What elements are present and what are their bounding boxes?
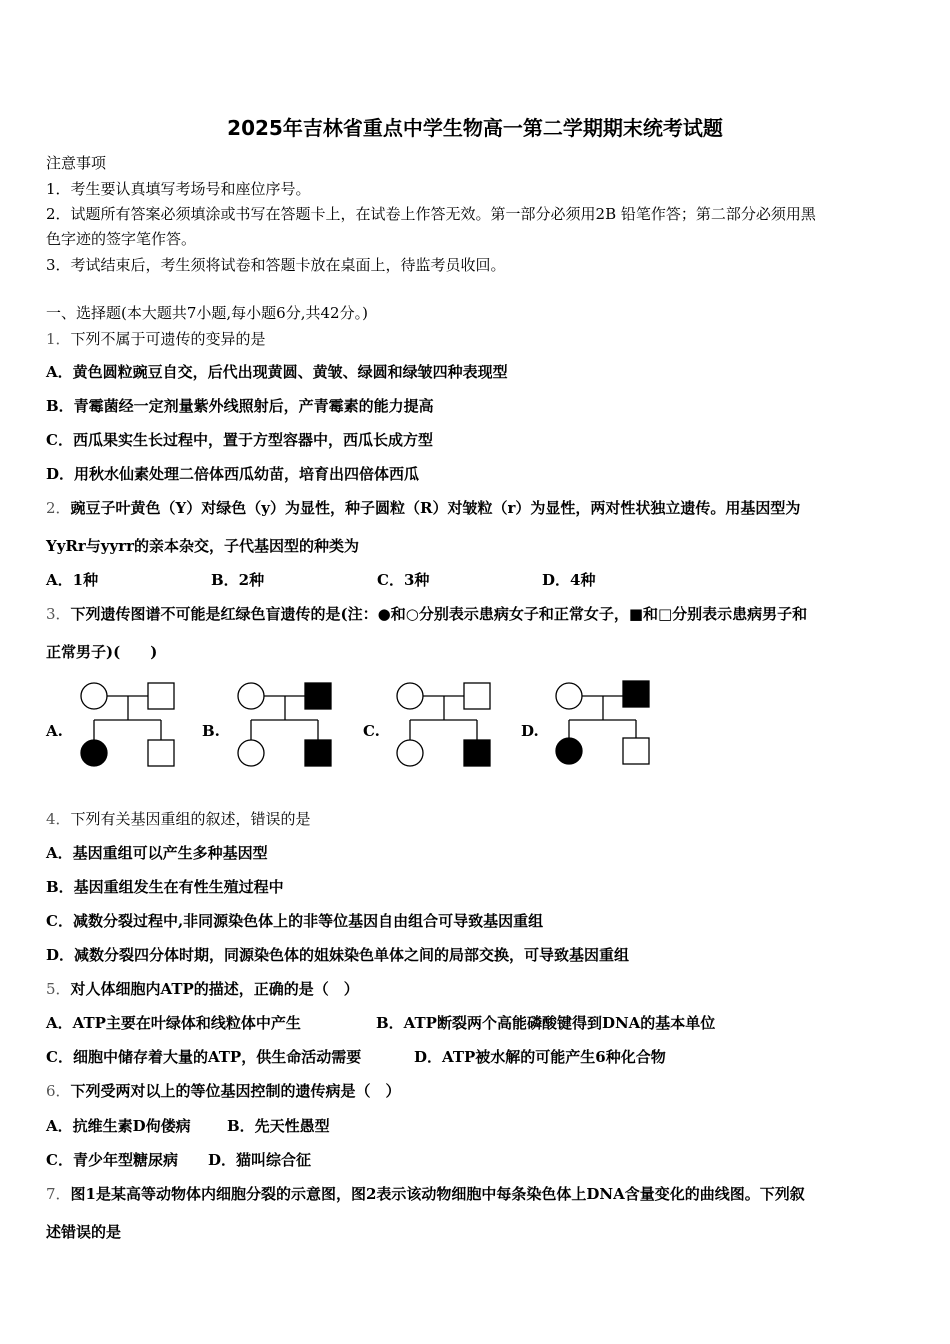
pedigree-c bbox=[394, 678, 498, 770]
option: C．青少年型糖尿病 bbox=[46, 1151, 178, 1169]
affected-male-parent bbox=[623, 681, 649, 707]
affected-male-parent bbox=[305, 683, 331, 709]
normal-female-parent bbox=[397, 683, 423, 709]
option: C．细胞中储存着大量的ATP，供生命活动需要 bbox=[46, 1048, 362, 1066]
notice-item: 色字迹的签字笔作答。 bbox=[46, 230, 197, 248]
option: D．4种 bbox=[542, 571, 596, 589]
question-number: 3． bbox=[46, 605, 71, 623]
question-text: 下列有关基因重组的叙述，错误的是 bbox=[70, 810, 311, 828]
normal-male-child bbox=[148, 740, 174, 766]
normal-female-child bbox=[238, 740, 264, 766]
question-3-stem bbox=[46, 603, 807, 624]
section-heading: 一、选择题(本大题共7小题,每小题6分,共42分。) bbox=[46, 304, 368, 322]
question-text: 下列不属于可遗传的变异的是 bbox=[70, 330, 266, 348]
question-text: 述错误的是 bbox=[46, 1223, 122, 1241]
option: D．ATP被水解的可能产生6种化合物 bbox=[414, 1048, 666, 1066]
option: C．减数分裂过程中,非同源染色体上的非等位基因自由组合可导致基因重组 bbox=[46, 912, 544, 930]
question-text: 图1是某高等动物体内细胞分裂的示意图，图2表示该动物细胞中每条染色体上DNA含量变化的曲线图。下列叙 bbox=[70, 1185, 805, 1203]
question-text: 豌豆子叶黄色（Y）对绿色（y）为显性，种子圆粒（R）对皱粒（r）为显性，两对性状独立遗传。用基因型为 bbox=[70, 499, 801, 517]
affected-male-child bbox=[305, 740, 331, 766]
option: A．抗维生素D佝偻病 bbox=[46, 1117, 191, 1135]
normal-male-parent bbox=[148, 683, 174, 709]
question-7-stem bbox=[46, 1183, 805, 1204]
question-text: 正常男子)( ) bbox=[46, 643, 158, 661]
pedigree-b bbox=[235, 678, 339, 770]
pedigree-d bbox=[553, 678, 657, 770]
pedigree-label-b: B. bbox=[202, 722, 220, 740]
question-number: 2． bbox=[46, 499, 71, 517]
question-number: 6． bbox=[46, 1082, 71, 1100]
option: B．先天性愚型 bbox=[227, 1117, 330, 1135]
option: A．黄色圆粒豌豆自交，后代出现黄圆、黄皱、绿圆和绿皱四种表现型 bbox=[46, 363, 508, 381]
notice-heading: 注意事项 bbox=[46, 154, 107, 172]
notice-item: 2．试题所有答案必须填涂或书写在答题卡上，在试卷上作答无效。第一部分必须用2B 铅笔作答；第二部分必须用黑 bbox=[46, 205, 816, 223]
notice-item: 3．考试结束后，考生须将试卷和答题卡放在桌面上，待监考员收回。 bbox=[46, 256, 506, 274]
option: B．青霉菌经一定剂量紫外线照射后，产青霉素的能力提高 bbox=[46, 397, 434, 415]
question-5-stem bbox=[46, 978, 359, 999]
affected-male-child bbox=[464, 740, 490, 766]
question-text: 下列遗传图谱不可能是红绿色盲遗传的是(注：●和○分别表示患病女子和正常女子，■和□分别表示患病男子和 bbox=[70, 605, 808, 623]
question-number: 1． bbox=[46, 330, 71, 348]
option: A．ATP主要在叶绿体和线粒体中产生 bbox=[46, 1014, 301, 1032]
normal-male-parent bbox=[464, 683, 490, 709]
option: A．基因重组可以产生多种基因型 bbox=[46, 844, 268, 862]
normal-male-child bbox=[623, 738, 649, 764]
question-text: YyRr与yyrr的亲本杂交，子代基因型的种类为 bbox=[46, 537, 360, 555]
question-number: 5． bbox=[46, 980, 71, 998]
affected-female-child bbox=[556, 738, 582, 764]
pedigree-label-a: A. bbox=[46, 722, 63, 740]
page-title: 2025年吉林省重点中学生物高一第二学期期末统考试题 bbox=[227, 116, 723, 140]
pedigree-label-d: D. bbox=[521, 722, 539, 740]
question-1-stem bbox=[46, 328, 266, 349]
pedigree-a bbox=[78, 678, 182, 770]
option: C．西瓜果实生长过程中，置于方型容器中，西瓜长成方型 bbox=[46, 431, 433, 449]
question-text: 对人体细胞内ATP的描述，正确的是（ ） bbox=[70, 980, 359, 998]
option: A．1种 bbox=[46, 571, 99, 589]
affected-female-child bbox=[81, 740, 107, 766]
question-number: 4． bbox=[46, 810, 71, 828]
normal-female-child bbox=[397, 740, 423, 766]
question-4-stem bbox=[46, 808, 311, 829]
option: D．减数分裂四分体时期，同源染色体的姐妹染色单体之间的局部交换，可导致基因重组 bbox=[46, 946, 630, 964]
pedigree-label-c: C. bbox=[363, 722, 380, 740]
option: C．3种 bbox=[377, 571, 430, 589]
notice-item: 1．考生要认真填写考场号和座位序号。 bbox=[46, 180, 311, 198]
option: D．用秋水仙素处理二倍体西瓜幼苗，培育出四倍体西瓜 bbox=[46, 465, 420, 483]
normal-female-parent bbox=[556, 683, 582, 709]
question-6-stem bbox=[46, 1080, 401, 1101]
question-2-stem bbox=[46, 497, 800, 518]
option: D．猫叫综合征 bbox=[208, 1151, 312, 1169]
question-text: 下列受两对以上的等位基因控制的遗传病是（ ） bbox=[70, 1082, 401, 1100]
normal-female-parent bbox=[81, 683, 107, 709]
option: B．2种 bbox=[211, 571, 265, 589]
option: B．ATP断裂两个高能磷酸键得到DNA的基本单位 bbox=[376, 1014, 716, 1032]
normal-female-parent bbox=[238, 683, 264, 709]
option: B．基因重组发生在有性生殖过程中 bbox=[46, 878, 284, 896]
question-number: 7． bbox=[46, 1185, 71, 1203]
